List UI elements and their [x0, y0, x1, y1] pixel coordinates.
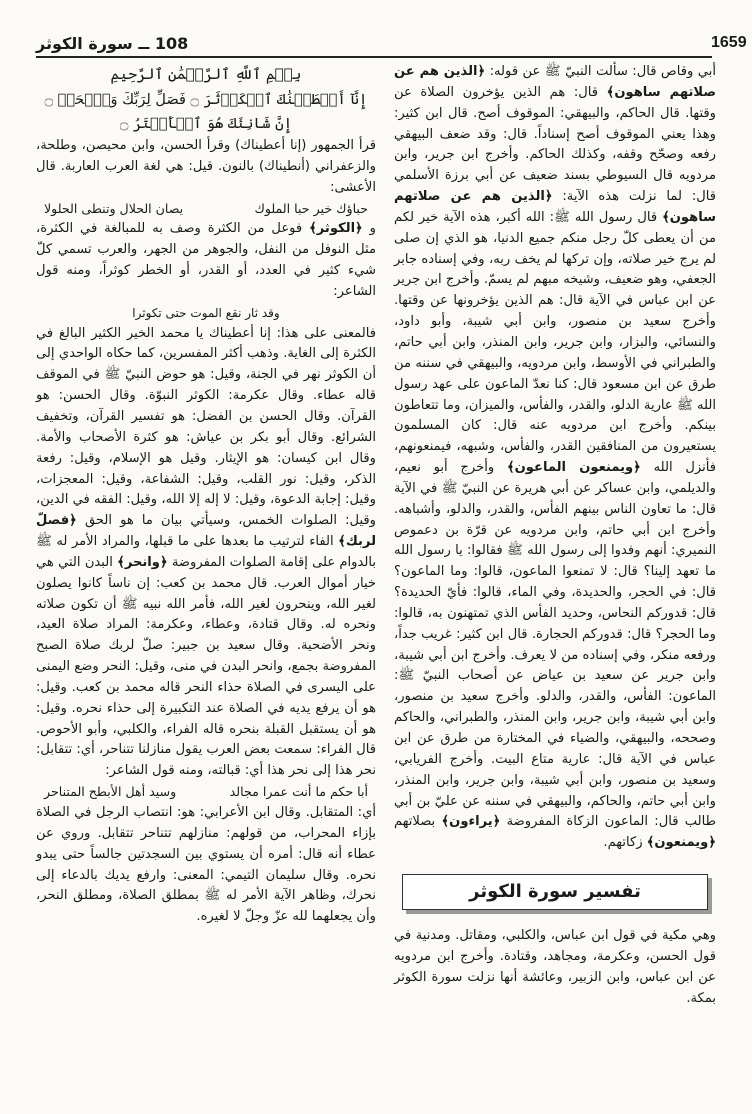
right-column [394, 62, 716, 1009]
paragraph-2: و ﴿الكوثر﴾ فوعل من الكثرة وصف به للمبالغة في الكثرة، مثل النوفل من النفل، والجوهر من الجهر، والعرب تسمي كلّ شيء كثير في العدد، أو القدر، أو الخطر كوثراً، ومنه قول الشاعر: [36, 221, 376, 299]
section-title-box [402, 874, 708, 910]
quran-quote: ﴿ويمنعون الماعون﴾ [506, 460, 641, 476]
quran-quote: ﴿ويمنعون﴾ [646, 835, 716, 851]
quran-quote: ﴿الذين هم عن صلاتهم ساهون﴾ [394, 189, 716, 225]
quran-quote: ﴿الذين هم عن صلاتهم ساهون﴾ [394, 64, 716, 100]
paragraph-3: فالمعنى على هذا: إنا أعطيناك يا محمد الخير الكثير البالغ في الكثرة إلى الغاية. وذهب أكثر المفسرين، كما حكاه الواحدي إلى أن الكوثر نهر في الجنة، وقيل: هو حوض النبيّ ﷺ في الموقف قاله عطاء. وقال عكرمة: الكوثر النبوّة. وقال الحسن: هو القرآن. وقال الحسن بن الفضل: هو تفسير القرآن، وتخفيف الشرائع. وقال أبو بكر بن عياش: هو كثرة الأصحاب والأمة. وقال ابن كيسان: هو الإيثار. وقيل هو الإسلام، وقيل: رفعة الذكر، وقيل: نور القلب، وقيل: الشفاعة، وقيل: المعجزات، وقيل: إجابة الدعوة، وقيل: لا إله إلا الله، وقيل: الفقه في الدين، وقيل: الصلوات الخمس، وسيأتي بيان ما هو الحق ﴿فصلّ لربك﴾ الفاء لترتيب ما بعدها على ما قبلها، والمراد الأمر له ﷺ بالدوام على إقامة الصلوات المفروضة ﴿وانحر﴾ البدن التي هي خيار أموال العرب. قال محمد بن كعب: إن ناساً كانوا يصلون لغير الله، وينحرون لغير الله، فأمر الله نبيه ﷺ أن تكون صلاته ونحره له. وقال قتادة، وعطاء، وعكرمة: المراد صلاة العيد، ونحر الأضحية. وقال سعيد بن جبير: صلّ لربك صلاة الصبح المفروضة بجمع، وانحر البدن في منى، وقيل: النحر وضع اليمنى على اليسرى في الصلاة حذاء النحر قاله محمد بن كعب. وقيل: هو أن يرفع يديه في الصلاة عند التكبيرة إلى حذاء نحره. وقيل: هو أن يستقبل القبلة بنحره قاله الفراء، والكلبي، وأبو الأحوص. قال الفراء: سمعت بعض العرب يقول منازلنا تتناحر، أي: تتقابل: نحر هذا إلى نحر هذا أي: قبالته، ومنه قول الشاعر: [36, 325, 376, 779]
paragraph-1: قرأ الجمهور (إنا أعطيناك) وقرأ الحسن، وابن محيصن، وطلحة، والزعفراني (أنطيناك) بالنون. قيل: هي لغة العرب العاربة. قال الأعشى: [36, 138, 376, 195]
surah-intro: وهي مكية في قول ابن عباس، والكلبي، ومقاتل. ومدنية في قول الحسن، وعكرمة، ومجاهد، وقتادة. وأخرج ابن مردويه عن ابن عباس، وابن الزبير، وعائشة أنها نزلت سورة الكوثر بمكة. [394, 928, 716, 1006]
poem-verse-1 [36, 199, 376, 220]
paragraph-4: أي: المتقابل. وقال ابن الأعرابي: هو: انتصاب الرجل في الصلاة بإزاء المحراب، من قولهم: منازلهم تتناحر تتقابل. وروي عن عطاء أنه قال: أمره أن يستوي بين السجدتين جالساً حتى يبدو نحره. وقال سليمان التيمي: المعنى: وارفع يديك بالدعاء إلى نحرك، وظاهر الآية الأمر له ﷺ بمطلق الصلاة، ومطلق النحر، وأن يجعلهما لله عزّ وجلّ لا لغيره. [36, 805, 376, 925]
hemistich-b: وسيد أهل الأبطح المتناحر [44, 784, 177, 800]
quran-quote: ﴿وانحر﴾ [117, 554, 168, 570]
poem-verse-2 [36, 782, 376, 803]
section-title: تفسير سورة الكوثر [469, 880, 641, 902]
tafsir-paragraph: أبي وقاص قال: سألت النبيّ ﷺ عن قوله: ﴿الذين هم عن صلاتهم ساهون﴾ قال: هم الذين يؤخرون الصلاة عن وقتها. قال الحاكم، والبيهقي: الموقوف أصح. قال ابن كثير: وهذا يعني الموقوف أصح إسناداً. قال: وقد ضعف البيهقي رفعه وصحّح وقفه، وكذلك الحاكم. وأخرج ابن جرير، وابن مردويه قال السيوطي بسند ضعيف عن أبي برزة الأسلمي قال: لما نزلت هذه الآية: ﴿الذين هم عن صلاتهم ساهون﴾ قال رسول الله ﷺ: الله أكبر، هذه الآية خير لكم من أن يعطى كلّ رجل منكم جميع الدنيا، هو الذي إن صلى لم يرج خير صلاته، وإن تركها لم يخف ربه، وفي إسناده جابر الجعفي، وهو ضعيف، وشيخه مبهم لم يسمّ. وأخرج ابن جرير عن ابن عباس في الآية قال: هم الذين يؤخرونها عن وقتها. وأخرج سعيد بن منصور، وابن أبي شيبة، وأبو داود، والنسائي، والبزار، وابن جرير، وابن المنذر، وابن أبي حاتم، والطبراني في الأوسط، وابن مردويه، والبيهقي في سننه من طرق عن ابن مسعود قال: كنا نعدّ الماعون على عهد رسول الله ﷺ عارية الدلو، والقدر، والفأس، والميزان، وما تتعاطون بينكم. وأخرج ابن مردويه عنه قال: كان المسلمون يستعيرون من المنافقين القدر، والفأس، وشبهه، فيمنعونهم، فأنزل الله ﴿ويمنعون الماعون﴾ وأخرج أبو نعيم، والديلمي، وابن عساكر عن أبي هريرة عن النبيّ ﷺ في الآية قال: ما تعاون الناس بينهم الفأس، والقدر، والدلو، وأشباهه. وأخرج ابن أبي حاتم، وابن مردويه عن قرّة بن دعموص النميري: أنهم وفدوا إلى رسول الله ﷺ فقالوا: يا رسول الله ما تعهد إلينا؟ قال: لا تمنعوا الماعون، قالوا: وما الماعون؟ قال: في الحجر، والحديدة، وفي الماء، قالوا: فأيّ الحديدة؟ قال: قدوركم النحاس، وحديد الفأس الذي تمتهنون به، قالوا: وما الحجر؟ قال: قدوركم الحجارة. قال ابن كثير: غريب جداً، ورفعه منكر، وفي إسناده من لا يعرف. وأخرج ابن أبي شيبة، وابن جرير عن سعيد بن عياض عن أصحاب النبيّ ﷺ: الماعون: الفأس، والقدر، والدلو. وأخرج سعيد بن منصور، وابن أبي شيبة، وابن جرير، وابن المنذر، والطبراني، والحاكم وصححه، والبيهقي، والضياء في المختارة من طرق عن ابن عباس في الآية قال: عارية متاع البيت. وأخرج الفريابي، وسعيد بن منصور، وابن أبي شيبة، وابن جرير، وابن المنذر، وابن أبي حاتم، والحاكم، والبيهقي في سننه عن عليّ بن أبي طالب قال: الماعون الزكاة المفروضة ﴿يراءون﴾ بصلاتهم ﴿ويمنعون﴾ زكاتهم. [394, 64, 716, 851]
page-header [36, 30, 747, 58]
running-title: 108 ــ سورة الكوثر [36, 34, 189, 53]
page-number: 1659 [711, 34, 747, 51]
header-rule [36, 56, 712, 58]
hemistich-b: يصان الحلال وتنطى الحلولا [44, 200, 184, 216]
hemistich-a: حباؤك خير حبا الملوك [254, 200, 368, 216]
poem-hemistich: وقد ثار نقع الموت حتى تكوثرا [132, 305, 280, 320]
quran-quote: ﴿الكوثر﴾ [309, 221, 363, 237]
hemistich-a: أبا حكم ما أنت عمرا مجالد [229, 784, 368, 800]
surah-verses: إِنَّآ أَعۡطَيۡنَٰكَ ٱلۡكَوۡثَرَ ۝ فَصَلِّ لِرَبِّكَ وَٱنۡحَرۡ ۝ إِنَّ شَانِئَكَ هُوَ ٱلۡأَبۡتَرُ ۝ [44, 92, 368, 132]
quran-quote: ﴿فصلّ لربك﴾ [36, 513, 376, 550]
quran-quote: ﴿يراءون﴾ [441, 814, 501, 830]
basmala: بِسۡمِ ٱللَّهِ ٱلرَّحۡمَٰنِ ٱلرَّحِيمِ [110, 65, 302, 83]
left-column [36, 62, 376, 928]
